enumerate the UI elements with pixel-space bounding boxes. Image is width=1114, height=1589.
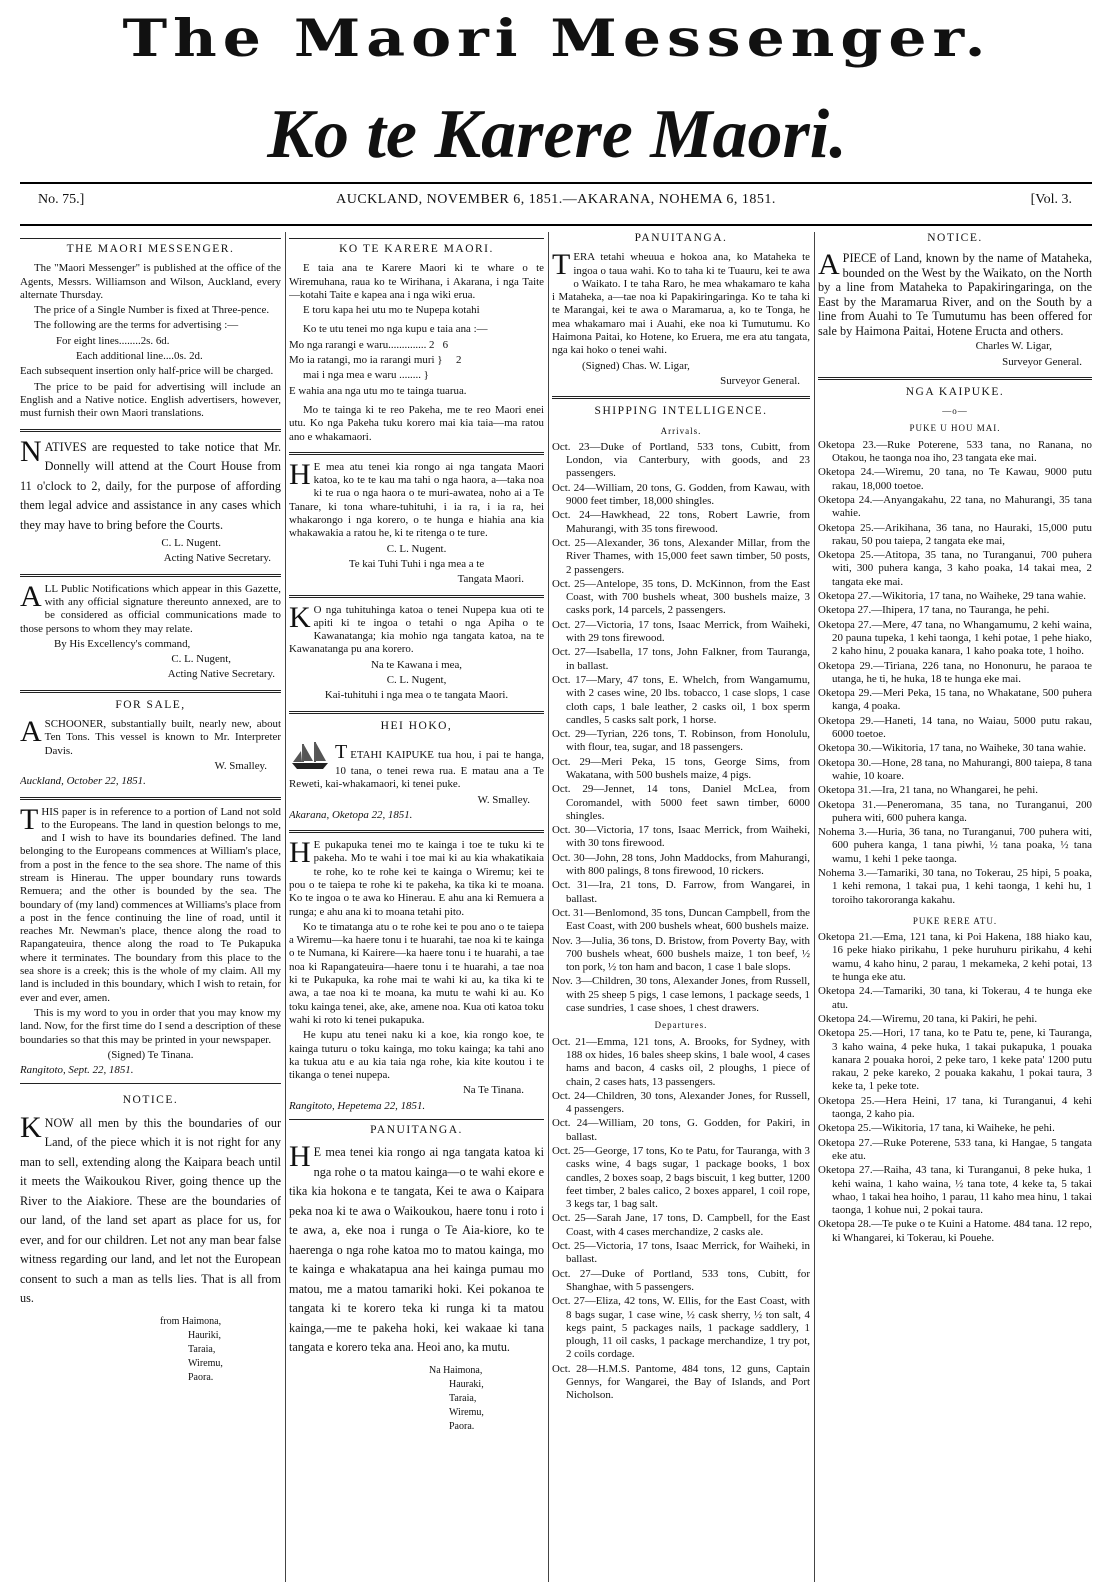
divider (289, 1119, 544, 1120)
natives-notice (20, 434, 281, 536)
rate-line: mai i nga mea e waru ........ } (303, 369, 429, 382)
karere-paragraph: E wahia ana nga utu mo te tainga tuarua. (289, 384, 467, 397)
shipping-entry: Oketopa 29.—Haneti, 14 tana, no Waiau, 5000 putu rakau, 6000 toetoe. (818, 714, 1092, 741)
panuitanga-text: ERA tetahi wheuua e hokoa ana, ko Mataheka te ingoa o taua wahi. Ko to taha ki te Tuauru, kei te awa o Waikato. I te taha Raro, he mea whakamaro te kaha i Mataheka, a—tae noa ki Papakiringaringa. Ko te taha ki te Marangai, kei te awa o Maramarua, a, ko te Tonga, he mea whakamaro mai i Auahi, eke noa ki Tumutumu. Ko Haimona Paitai, ko Hotene, ko Eruera, me era atu tangata, nga kai hoko o tenei wahi. (552, 251, 810, 357)
shipping-entry: Oct. 23—Duke of Portland, 533 tons, Cubitt, from London, via Canterbury, with goods, and 23 passengers. (552, 440, 810, 480)
divider (289, 711, 544, 714)
shipping-entry: Oketopa 24.—Wiremu, 20 tana, no Te Kawau, 9000 putu rakau, 18,000 toetoe. (818, 466, 1092, 492)
signatory: from Haimona, (160, 1315, 222, 1327)
natives-notice-text: ATIVES are requested to take notice that Mr. Donnelly will attend at the Court House from 11 o'clock to 2, daily, for the purpose of affording them legal advice and assistance in any cases which they may have to bring before the Courts. (20, 439, 281, 532)
rate-line: Mo ia ratangi, mo ia rarangi muri } 2 (289, 354, 462, 367)
departures-list (818, 931, 1092, 1245)
shipping-entry: Oketopa 31.—Ira, 21 tana, no Whangarei, he pehi. (818, 784, 1038, 797)
shipping-entry: Oct. 31—Ira, 21 tons, D. Farrow, from Wangarei, in ballast. (552, 879, 810, 905)
dateline-place: Rangitoto, Hepetema 22, 1851. (289, 1099, 426, 1112)
signatory: Paora. (188, 1371, 214, 1383)
signature-title: Surveyor General. (1002, 355, 1082, 368)
divider (20, 429, 281, 432)
land-paper-text: HIS paper is in reference to a portion of Land not sold to the Europeans. The land in question belongs to me, and I wish to have its boundaries defined. The land belonging to the Europeans commences at William's place, from a post in the fence to the sea shore. The name of this stream is Hinerau. The upper boundary runs towards Remuera; and the other is bounded by the sea. The boundary of (my land) commences at Williams's place from a post in the fence continuing the line of road, until it reaches Mr. Newman's place, thence along the road to Rapangateuira, thence along the road to Te Pukapuka where it terminates. The boundary from this place to the sea shore is a creek; this is the whole of my claim. All my land is included in this boundary, which I wish to retain, for ever and ever, amen. (20, 805, 281, 1004)
public-notice-text: LL Public Notifications which appear in this Gazette, with any official signature thereunto annexed, are to be considered as official communications made to those persons to whom they may relate. (20, 582, 281, 635)
shipping-entry: Oketopa 27.—Ihipera, 17 tana, no Tauranga, he pehi. (818, 604, 1050, 617)
shipping-entry: Oketopa 25.—Arikihana, 36 tana, no Hauraki, 15,000 putu rakau, 50 pou taiepa, 2 tangata eke mai, (818, 521, 1092, 547)
land-paper (20, 802, 281, 1005)
shipping-entry: Oketopa 25.—Hori, 17 tana, ko te Patu te, pene, ki Tauranga, 3 kaho waina, 4 peke huka, 1 takai pukapuka, 1 pouaka kanara 2 pouaka horoi, 2 peke taro, 1 keke pata' 1200 putu rakau, 2 peke kareko, 2 pouaka kakahu, 1 pokai taura, 3 keke ta, 1 peke tote. (818, 1027, 1092, 1093)
signatories (160, 1315, 281, 1385)
signatory: Paora. (449, 1420, 475, 1432)
divider (20, 574, 281, 577)
divider (818, 377, 1092, 380)
panuitanga-heading: PANUITANGA. (634, 232, 728, 244)
shipping-entry: Nov. 3—Julia, 36 tons, D. Bristow, from Poverty Bay, with 700 bushels wheat, 600 bushels maize, 1 ton beef, ½ ton pork, ½ ton ham and bacon, 1 case 1 bale slops. (552, 934, 810, 974)
arrivals-list (552, 441, 810, 1015)
shipping-entry: Oketopa 27.—Wikitoria, 17 tana, no Waiheke, 29 tana wahie. (818, 590, 1086, 603)
shipping-entry: Oketopa 24.—Wiremu, 20 tana, ki Pakiri, he pehi. (818, 1012, 1038, 1025)
for-sale-notice (20, 715, 281, 758)
panuitanga-notice (289, 1140, 544, 1358)
issue-number: No. 75.] (38, 192, 85, 207)
karere-paragraph: Mo te tainga ki te reo Pakeha, me te reo Maori enei utu. Ko nga Pakeha tuku korero mai kia taia—ma ratou ano e whakamaori. (289, 403, 544, 443)
shipping-entry: Oct. 25—Alexander, 36 tons, Alexander Millar, from the River Thames, with 15,000 feet sawn timber, 50 posts, 2 passengers. (552, 536, 810, 576)
messenger-heading: THE MAORI MESSENGER. (66, 243, 235, 255)
kaipuke-heading: NGA KAIPUKE. (905, 385, 1005, 398)
panuitanga-notice (552, 248, 810, 357)
schooner-icon (289, 741, 331, 775)
shipping-entry: Oct. 25—Victoria, 17 tons, Isaac Merrick, for Waiheki, in ballast. (552, 1240, 810, 1266)
issue-date: AUCKLAND, NOVEMBER 6, 1851.—AKARANA, NOHEMA 6, 1851. (336, 192, 776, 207)
karere-paragraph: Ko te utu tenei mo nga kupu e taia ana :— (303, 323, 488, 336)
column-divider (285, 232, 286, 1582)
shipping-entry: Oct. 29—Meri Peka, 15 tons, George Sims, from Wakatana, with 500 bushels maize, 4 pigs. (552, 755, 810, 781)
notice-heading: NOTICE. (927, 232, 983, 244)
shipping-entry: Oct. 17—Mary, 47 tons, E. Whelch, from Wangamumu, with 2 cases wine, 20 lbs. tobacco, 1 case slops, 1 case cloth caps, 1 bale leather, 2 casks oil, 1 box sperm candles, 5 casks salt pork, 1 horse. (552, 673, 810, 726)
shipping-entry: Oct. 27—Isabella, 17 tons, John Falkner, from Tauranga, in ballast. (552, 646, 810, 672)
hoko-heading: HEI HOKO, (380, 719, 453, 732)
signature-title: Acting Native Secretary. (163, 552, 271, 565)
shipping-entry: Oct. 27—Eliza, 42 tons, W. Ellis, for the East Coast, with 8 bags sugar, 1 case wine, ½ cask sherry, ½ ton salt, 4 kegs paint, 5 packages nails, 1 package saddlery, 1 plough, 11 oil casks, 1 package merchandize, 1 try pot, 2 coils cordage. (552, 1295, 810, 1361)
drop-cap: T (20, 802, 39, 836)
public-by: By His Excellency's command, (54, 637, 191, 650)
dateline (20, 192, 1092, 214)
ko-notice (289, 600, 544, 657)
shipping-entry: Oketopa 24.—Tamariki, 30 tana, ki Tokerau, 4 te hunga eke atu. (818, 985, 1092, 1011)
signature: Na Te Tinana. (462, 1084, 524, 1097)
ko-notice-text: O nga tuhituhinga katoa o tenei Nupepa kua oti te apiti ki te ingoa o tetahi o nga Apiha o te Kawanatanga; kia mohio nga tangata katoa, na te Kawanatanga pu ana korero. (289, 603, 544, 656)
drop-cap: A (20, 579, 42, 613)
divider (289, 595, 544, 598)
signature: C. L. Nugent, (171, 653, 231, 666)
dateline-place: Rangitoto, Sept. 22, 1851. (20, 1064, 134, 1077)
signature-title: Acting Native Secretary. (167, 668, 275, 681)
shipping-entry: Oketopa 29.—Tiriana, 226 tana, no Hononuru, he paraoa te utanga, he ti, he huka, 18 te hunga eke mai. (818, 659, 1092, 685)
shipping-entry: Oketopa 23.—Ruke Poterene, 533 tana, no Ranana, no Otakou, he taonga noa iho, 23 tangata eke mai. (818, 438, 1092, 465)
departures-heading: PUKE RERE ATU. (912, 915, 998, 926)
pukapuka-notice (289, 836, 544, 919)
rate-line: For eight lines........2s. 6d. (56, 334, 170, 347)
signature: W. Smalley. (214, 759, 267, 772)
signatory: Hauraki, (449, 1378, 484, 1390)
divider (289, 830, 544, 833)
shipping-entry: Oct. 24—William, 20 tons, G. Godden, from Kawau, with 9000 feet timber, 18,000 shingles. (552, 481, 810, 508)
signature: C. L. Nugent. (386, 542, 447, 555)
shipping-entry: Oketopa 25.—Wikitoria, 17 tana, ki Waiheke, he pehi. (818, 1122, 1055, 1135)
signature: C. L. Nugent, (386, 674, 447, 687)
drop-cap: N (20, 434, 42, 468)
rate-line: Each additional line....0s. 2d. (76, 350, 203, 363)
top-rule (20, 182, 1092, 184)
dateline-place: Akarana, Oketopa 22, 1851. (289, 808, 413, 821)
shipping-entry: Oketopa 31.—Peneromana, 35 tana, no Turanganui, 200 puhera witi, 600 puhera kanga. (818, 798, 1092, 824)
shipping-entry: Oct. 24—Children, 30 tons, Alexander Jones, for Russell, 4 passengers. (552, 1089, 810, 1116)
shipping-entry: Oct. 29—Jennet, 14 tons, Daniel McLea, from Coromandel, with 5000 feet sawn timber, 6000 shingles. (552, 783, 810, 822)
public-notice (20, 579, 281, 636)
drop-cap: K (20, 1110, 42, 1144)
column-3 (552, 232, 810, 1582)
mataheka-notice (818, 248, 1092, 338)
shipping-entry: Nohema 3.—Tamariki, 30 tana, no Tokerau, 25 hipi, 5 poaka, 1 kehi remona, 1 takai pua, 1 kehi taonga, 1 kehi hu, 1 toroiho takororanga kakahu. (818, 866, 1092, 906)
column-2 (289, 232, 544, 1582)
signature: C. L. Nugent. (161, 537, 221, 550)
dateline-place: Auckland, October 22, 1851. (20, 775, 146, 788)
shipping-entry: Oct. 28—H.M.S. Pantome, 484 tons, 12 guns, Captain Gennys, for Wangarei, the Bay of Islands, and Port Nicholson. (552, 1362, 810, 1402)
signature-title: Te kai Tuhi Tuhi i nga mea a te (348, 557, 485, 570)
signatories (429, 1364, 544, 1434)
arrivals-heading: Arrivals. (660, 425, 702, 436)
ornament: —o— (942, 406, 968, 417)
column-1 (20, 232, 281, 1582)
shipping-entry: Oct. 30—John, 28 tons, John Maddocks, from Mahurangi, with 800 palings, 8 tons firewood, 10 rickers. (552, 851, 810, 878)
divider (289, 238, 544, 239)
shipping-entry: Oketopa 27.—Raiha, 43 tana, ki Turanganui, 8 peke huka, 1 kehi waina, 1 kaho waina, ½ tana tote, 4 keke ta, 5 takai whao, 1 takai hea hoiho, 1 parau, 11 kaho mea hinu, 1 takai taonga, 1 kohue nui, 2 pokai taura. (818, 1164, 1092, 1217)
drop-cap: A (20, 715, 42, 749)
shipping-entry: Oketopa 25.—Hera Heini, 17 tana, ki Turanganui, 4 kehi taonga, 2 kaho pia. (818, 1094, 1092, 1121)
shipping-entry: Oct. 24—William, 20 tons, G. Godden, for Pakiri, in ballast. (552, 1117, 810, 1143)
pukapuka-text: He kupu atu tenei naku ki a koe, kia rongo koe, te kainga tuturu o toku kainga, mo toku kainga; ka tahi ano ka tukua atu e au kia taia nga rohe, kia kite koutou i te tikanga o tenei nupepa. (289, 1029, 544, 1082)
signatory: Wiremu, (449, 1406, 484, 1418)
divider (20, 238, 281, 239)
messenger-paragraph: The "Maori Messenger" is published at the office of the Agents, Messrs. Williamson and Wilson, Auckland, every alternate Thursday. (20, 262, 281, 301)
arrivals-list (818, 439, 1092, 907)
panuitanga-text: E mea tenei kia rongo ai nga tangata katoa ki nga rohe o ta matou kainga—o te wahi ekore e tika kia hokona e te tangata, Kei te awa o Kaipara peka noa ki te awa o Waikoukou, haere tonu i roto i te awa, a, eke noa i runga o Te Aia-kiore, ko te haerenga o nga rohe katoa mo to matou kainga, mo te kainga e whakatapua ana hei kainga pumau mo matou, me a matou tamariki hoki. Kei pokanoa te tangata ki te korero teka ki runga ki ta matou kainga,—me te pakeha hoki, kei wakaae ki tana tangata e korero teka ana. Heoi ano, ka mutu. (289, 1145, 544, 1355)
drop-cap: H (289, 1140, 311, 1174)
land-paper-text: This is my word to you in order that you may know my land. Now, for the first time do I send a description of these boundaries so that this may be printed in your newspaper. (20, 1006, 281, 1046)
signatory: Wiremu, (188, 1357, 223, 1369)
drop-cap: T (335, 740, 348, 763)
signature: Charles W. Ligar, (975, 340, 1052, 353)
notice-heading: NOTICE. (122, 1094, 179, 1107)
signature-title: Surveyor General. (720, 374, 800, 387)
boundary-notice-text: NOW all men by this the boundaries of our Land, of the piece which it is not right for any man to sell, extending along the Kaipara beach until it meets the Waikoukou River, going thence up the River to the Aiakiore. These are the boundaries of our land, of the land set apart as place for us, for ever, and for our children. Let not any man bear false witness regarding our land, and let not the European consent to such a man as tells lies. That is all from us. (20, 1115, 281, 1306)
divider (20, 797, 281, 800)
messenger-paragraph: Each subsequent insertion only half-price will be charged. (20, 365, 274, 378)
shipping-entry: Oct. 25—George, 17 tons, Ko te Patu, for Tauranga, with 3 casks wine, 4 bags sugar, 1 package books, 1 box candles, 2 boxes soap, 2 bags biscuit, 1 keg butter, 1200 feet timber, 2 bales calico, 2 boxes apparel, 1 coil rope, 3 kegs tar, 1 bag salt. (552, 1145, 810, 1211)
karere-paragraph: E toru kapa hei utu mo te Nupepa kotahi (303, 304, 480, 317)
shipping-entry: Oketopa 30.—Hone, 28 tana, no Mahurangi, 800 taiepa, 8 tana wahie, 10 koare. (818, 756, 1092, 782)
he-notice (289, 457, 544, 541)
column-divider (548, 232, 549, 1582)
messenger-paragraph: The price of a Single Number is fixed at Three-pence. (34, 304, 270, 317)
shipping-entry: Oct. 29—Tyrian, 226 tons, T. Robinson, from Honolulu, with flour, tea, sugar, and 18 passengers. (552, 728, 810, 754)
drop-cap: A (818, 248, 840, 282)
signatory: Taraia, (188, 1343, 216, 1355)
for-sale-text: SCHOONER, substantially built, nearly new, about Ten Tons. This vessel is known to Mr. Interpreter Davis. (44, 718, 281, 757)
divider (289, 452, 544, 455)
volume-number: [Vol. 3. (1030, 192, 1072, 207)
departures-list (552, 1036, 810, 1403)
shipping-entry: Oct. 25—Sarah Jane, 17 tons, D. Campbell, for the East Coast, with 4 cases merchandize, 2 casks ale. (552, 1212, 810, 1238)
shipping-entry: Oketopa 28.—Te puke o te Kuini a Hatome. 484 tana. 12 repo, ki Whangarei, ki Tokerau, ki Pouehe. (818, 1218, 1092, 1244)
signature: (Signed) Chas. W. Ligar, (582, 359, 690, 372)
karere-heading: KO TE KARERE MAORI. (339, 243, 494, 255)
shipping-entry: Oketopa 29.—Meri Peka, 15 tana, no Whakatane, 500 puhera kanga, 4 poaka. (818, 687, 1092, 713)
messenger-paragraph: The following are the terms for advertising :— (34, 319, 239, 332)
rate-line: Mo nga rarangi e waru.............. 2 6 (289, 338, 449, 351)
signature: W. Smalley. (477, 793, 530, 806)
shipping-entry: Oct. 25—Antelope, 35 tons, D. McKinnon, from the East Coast, with 700 bushels wheat, 300 bushels maize, 3 casks pork, 14 parcels, 2 passengers. (552, 577, 810, 617)
masthead-maori: Ko te Karere Maori. (267, 96, 847, 173)
hoko-text: ETAHI KAIPUKE tua hou, i pai te hanga, 10 tana, o tenei rewa rua. E matau ana a Te Reweti, kai-whakamaori, ki tenei puke. (289, 748, 544, 791)
signature: (Signed) Te Tinana. (107, 1048, 194, 1061)
bottom-rule (20, 224, 1092, 226)
pukapuka-text: E pukapuka tenei mo te kainga i toe te tuku ki te pakeha. Mo te wahi i toe mai ki au kia whakatikaia te rohe, ko te rohe kei te kainga o Wiremu; kei te pou o te taiepa te rohe ki te pakeha, ka tika ki te moana. Ko te ingoa o te awa ko Hinerau. E ahu ana ki Remuera a runga; e ahu ana ki to moana tetahi pito. (289, 839, 544, 918)
shipping-entry: Oct. 27—Duke of Portland, 533 tons, Cubitt, for Shanghae, with 5 passengers. (552, 1267, 810, 1293)
divider (20, 690, 281, 693)
he-notice-text: E mea atu tenei kia rongo ai nga tangata Maori katoa, ko te te kau ma tahi o nga haora, a—taka noa ki te rua o nga haora o te muri-awatea, noho ai a Te Tanare, ki tona whare-tuhituhi, i ia ra, i ia ra, hei whakarongo i nga korero, o te hunga e hiahia ana kia whakawakia a ratou he, ki te ritenga o te ture. (289, 460, 544, 540)
shipping-entry: Oketopa 21.—Ema, 121 tana, ki Poi Hakena, 188 hiako kau, 16 peke hiako pirikahu, 1 peke huruhuru pirikahu, 4 kehi wamu, 4 kaho hinu, 2 parau, 1 mekameka, 2 kehi potai, 13 te hunga eke atu. (818, 931, 1092, 984)
shipping-entry: Oketopa 27.—Mere, 47 tana, no Whangamumu, 2 kehi waina, 20 pauna tupeka, 1 kehi taonga, 1 kehi potae, 1 pehe hiako, 2 kaho hinu, 2 pouaka kanara, 1 kaho poaka tote, 1 hoiho. (818, 618, 1092, 658)
panuitanga-heading: PANUITANGA. (370, 1124, 463, 1137)
signature-title: Tangata Maori. (457, 573, 524, 586)
shipping-entry: Nov. 3—Children, 30 tons, Alexander Jones, from Russell, with 25 sheep 5 pigs, 1 case lemons, 1 package seeds, 1 case sundries, 1 case shoes, 1 chest drawers. (552, 975, 810, 1015)
drop-cap: T (552, 248, 571, 282)
drop-cap: H (289, 457, 311, 491)
shipping-entry: Oketopa 30.—Wikitoria, 17 tana, no Waiheke, 30 tana wahie. (818, 742, 1086, 755)
shipping-entry: Oct. 30—Victoria, 17 tons, Isaac Merrick, from Waiheki, with 30 tons firewood. (552, 824, 810, 850)
column-4 (818, 232, 1092, 1582)
pukapuka-text: Ko te timatanga atu o te rohe kei te pou ano o te taiepa a Wiremu—ka haere tonu i te huarahi, tae noa ki te kainga o te Numana, ki Kairere—ka haere tonu i te huarahi, a tae noa ki Rapangateuira—haere tonu i te huarahi, a tae noa ki te Pukapuka, ka rohe mai te wahi ki au, ka tika ki te awa, a tae noa ki te moana, ka mutu te wahi ki au. Ko toku kainga tenei, ake, ake, amene noa. Kua oti katoa toku wahi ki roto ki tenei pukapuka. (289, 920, 544, 1026)
shipping-entry: Nohema 3.—Huria, 36 tana, no Turanganui, 700 puhera witi, 600 puhera kanga, 1 tana piwhi, ½ tana poaka, ½ tana wamu, 1 kehi 1 peke taonga. (818, 826, 1092, 865)
signature-intro: Na te Kawana i mea, (370, 658, 462, 671)
arrivals-heading: PUKE U HOU MAI. (909, 423, 1001, 434)
signature-title: Kai-tuhituhi i nga mea o te tangata Maori. (324, 689, 509, 702)
signatory: Taraia, (449, 1392, 477, 1404)
shipping-entry: Oct. 21—Emma, 121 tons, A. Brooks, for Sydney, with 188 ox hides, 16 bales sheep skins, 1 bale wool, 4 cases hams and bacon, 4 casks oil, 2 ploughs, 1 piece of chain, 2 cases hats, 13 passengers. (552, 1035, 810, 1088)
drop-cap: H (289, 836, 311, 870)
shipping-entry: Oct. 27—Victoria, 17 tons, Isaac Merrick, from Waiheki, with 29 tons firewood. (552, 618, 810, 645)
shipping-entry: Oketopa 25.—Atitopa, 35 tana, no Turanganui, 700 puhera witi, 300 puhera kanga, 3 kaho poaka, 14 takai mea, 2 tangata eke mai. (818, 549, 1092, 588)
shipping-entry: Oct. 31—Benlomond, 35 tons, Duncan Campbell, from the East Coast, with 200 bushels wheat, 600 bushels maize. (552, 906, 810, 933)
boundary-notice (20, 1110, 281, 1309)
for-sale-heading: FOR SALE, (115, 698, 186, 711)
mataheka-text: PIECE of Land, known by the name of Mataheka, bounded on the West by the Waikato, on the North by a line from Mataheka to Papakiringaringa, on the East by the Maramarua River, and on the South by a line from Auahi to Te Tumutumu has been offered for sale by Haimona Paitai, Hotene Eructa and others. (818, 251, 1092, 338)
shipping-entry: Oketopa 27.—Ruke Poterene, 533 tana, ki Hangae, 5 tangata eke atu. (818, 1136, 1092, 1162)
signatory: Hauriki, (188, 1329, 222, 1341)
masthead-english: The Maori Messenger. (122, 9, 992, 69)
departures-heading: Departures. (654, 1020, 708, 1031)
drop-cap: K (289, 600, 311, 634)
shipping-entry: Oct. 24—Hawkhead, 22 tons, Robert Lawrie, from Mahurangi, with 35 tons firewood. (552, 509, 810, 535)
hoko-notice (289, 739, 544, 792)
divider (552, 396, 810, 399)
signatory: Na Haimona, (429, 1364, 483, 1376)
karere-paragraph: E taia ana te Karere Maori ki te whare o te Wiremuhana, raua ko te Wirihana, i Akarana, i nga Taite—kotahi Taite e kapea ana i nga wiki erua. (289, 262, 544, 301)
messenger-paragraph: The price to be paid for advertising will include an English and a Native notice. English advertisers, however, must furnish their own Maori translations. (20, 380, 281, 420)
shipping-heading: SHIPPING INTELLIGENCE. (594, 405, 768, 418)
column-divider (814, 232, 815, 1582)
shipping-entry: Oketopa 24.—Anyangakahu, 22 tana, no Mahurangi, 35 tana wahie. (818, 493, 1092, 520)
divider (20, 1083, 281, 1084)
